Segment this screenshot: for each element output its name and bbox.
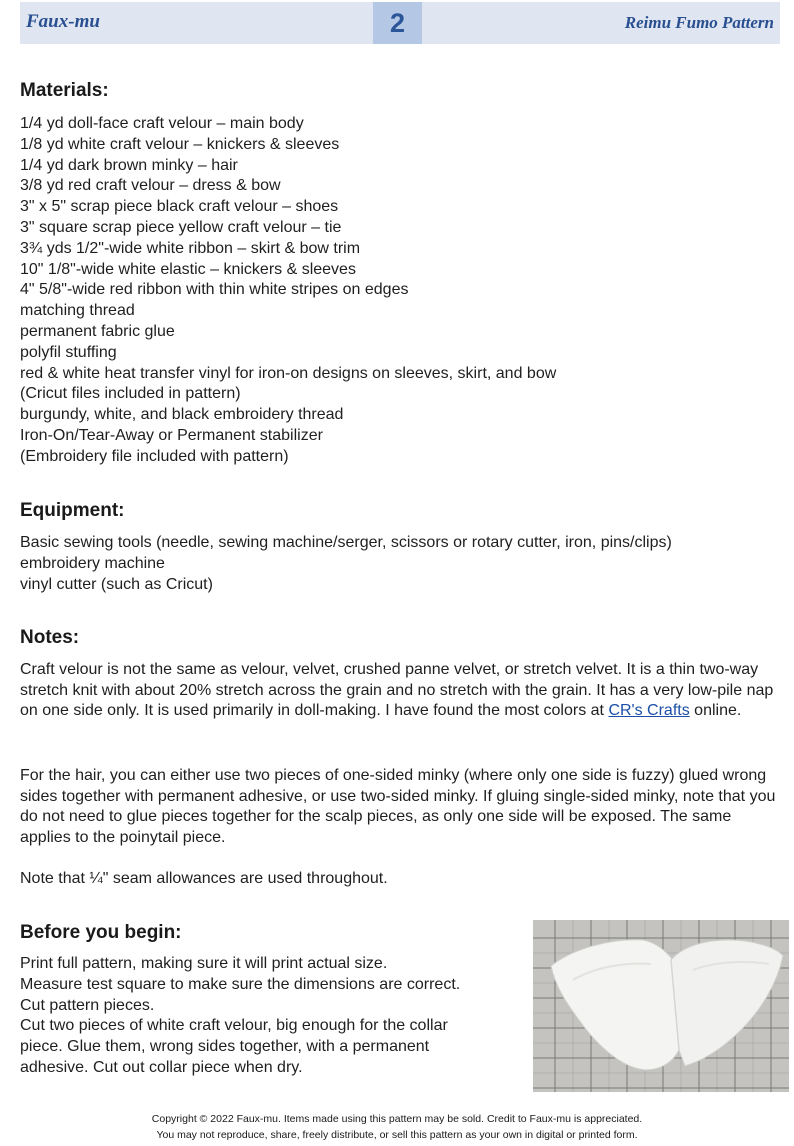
list-item: adhesive. Cut out collar piece when dry.	[20, 1058, 303, 1076]
list-item: piece. Glue them, wrong sides together, with a permanent	[20, 1038, 430, 1056]
notes-paragraph-hair: For the hair, you can either use two pieces of one-sided minky (where only one side is fuzzy) glued wrong sides together with permanent adhesive, or use two-sided minky. If gluing single-sided minky, note that you do not need to glue pieces together for the scalp pieces, as only one side will be exposed. The same applies to the poinytail piece.	[20, 767, 776, 846]
materials-heading: Materials:	[20, 80, 109, 101]
list-item: Measure test square to make sure the dimensions are correct.	[20, 975, 461, 993]
list-item: red & white heat transfer vinyl for iron-on designs on sleeves, skirt, and bow	[20, 364, 557, 382]
crs-crafts-link[interactable]: CR's Crafts	[608, 702, 690, 719]
equipment-heading: Equipment:	[20, 500, 125, 521]
list-item: Iron-On/Tear-Away or Permanent stabilizer	[20, 426, 323, 444]
list-item: vinyl cutter (such as Cricut)	[20, 575, 213, 593]
equipment-list	[20, 533, 780, 595]
brand-title: Faux-mu	[26, 11, 100, 32]
collar-photo-illustration	[533, 920, 789, 1092]
notes-paragraph-seam: Note that ¼" seam allowances are used throughout.	[20, 870, 388, 887]
list-item: 3" x 5" scrap piece black craft velour – shoes	[20, 198, 339, 216]
materials-list	[20, 114, 780, 468]
before-list	[20, 954, 525, 1079]
list-item: 10" 1/8"-wide white elastic – knickers & sleeves	[20, 260, 356, 278]
list-item: (Embroidery file included with pattern)	[20, 447, 289, 465]
list-item: permanent fabric glue	[20, 322, 175, 340]
page-header	[20, 2, 780, 44]
list-item: Cut pattern pieces.	[20, 996, 155, 1014]
copyright-line: You may not reproduce, share, freely distribute, or sell this pattern as your own in digital or printed form.	[156, 1129, 638, 1141]
page-number-box	[373, 2, 422, 44]
before-heading: Before you begin:	[20, 922, 182, 943]
list-item: 3" square scrap piece yellow craft velour – tie	[20, 218, 342, 236]
page-number: 2	[389, 8, 406, 38]
list-item: embroidery machine	[20, 554, 165, 572]
list-item: 3/8 yd red craft velour – dress & bow	[20, 177, 281, 195]
copyright-footer	[0, 1111, 794, 1143]
list-item: Print full pattern, making sure it will print actual size.	[20, 955, 388, 972]
list-item: 1/4 yd dark brown minky – hair	[20, 156, 238, 174]
notes-text: online.	[689, 702, 742, 719]
notes-text: Craft velour is not the same as velour, velvet, crushed panne velvet, or stretch velvet. It is a thin two-way stretch knit with about 20% stretch across the grain and no stretch with the grain. It has a very low-pile nap on one side only. It is used primarily in doll-making. I have found the most colors at	[20, 661, 774, 719]
list-item: 3¾ yds 1/2"-wide white ribbon – skirt & bow trim	[20, 239, 361, 257]
list-item: 1/8 yd white craft velour – knickers & sleeves	[20, 135, 340, 153]
list-item: (Cricut files included in pattern)	[20, 385, 241, 403]
list-item: polyfil stuffing	[20, 343, 117, 361]
list-item: burgundy, white, and black embroidery thread	[20, 406, 344, 424]
copyright-line: Copyright © 2022 Faux-mu. Items made using this pattern may be sold. Credit to Faux-mu is appreciated.	[151, 1113, 643, 1125]
notes-paragraph-craft-velour	[20, 660, 780, 722]
list-item: Basic sewing tools (needle, sewing machine/serger, scissors or rotary cutter, iron, pins/clips)	[20, 534, 672, 551]
list-item: 4" 5/8"-wide red ribbon with thin white stripes on edges	[20, 281, 409, 299]
pattern-title: Reimu Fumo Pattern	[624, 13, 774, 32]
list-item: 1/4 yd doll-face craft velour – main body	[20, 115, 304, 132]
notes-heading: Notes:	[20, 627, 80, 648]
list-item: Cut two pieces of white craft velour, big enough for the collar	[20, 1017, 448, 1035]
list-item: matching thread	[20, 302, 135, 320]
collar-photo	[533, 920, 789, 1092]
